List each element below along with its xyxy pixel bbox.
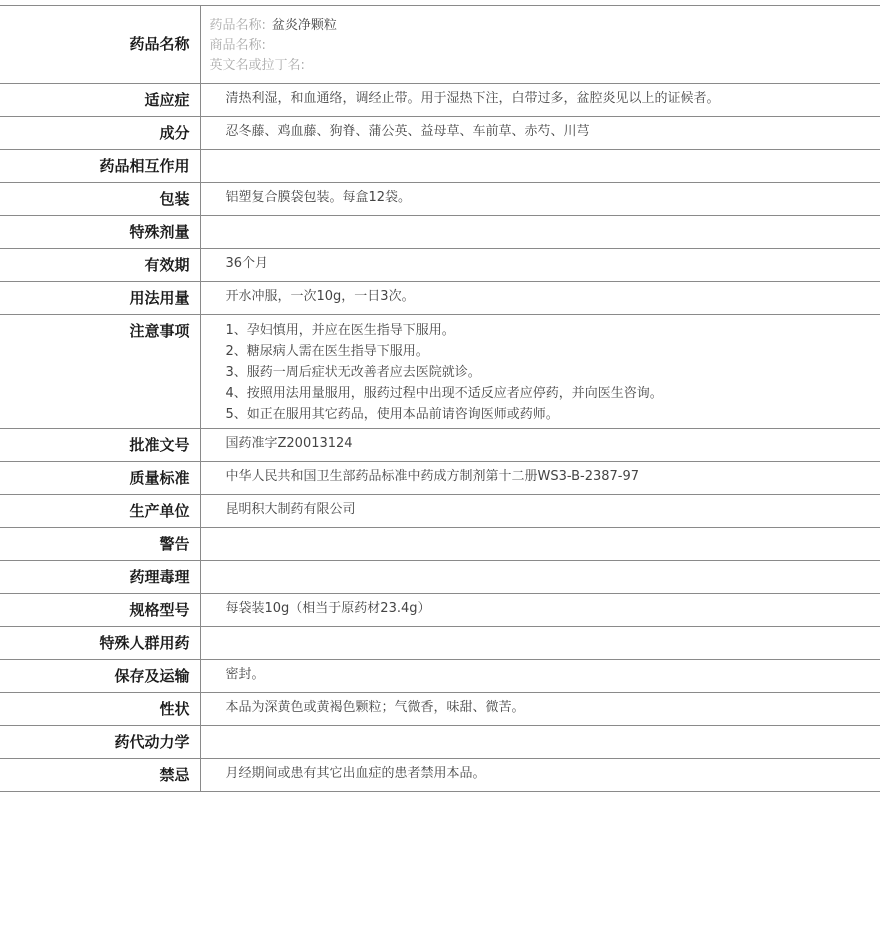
row-label: 有效期 xyxy=(0,249,200,282)
row-value xyxy=(200,216,880,249)
row-value: 铝塑复合膜袋包装。每盒12袋。 xyxy=(200,183,880,216)
table-row-drug-name xyxy=(0,6,880,84)
table-row xyxy=(0,429,880,462)
row-label: 药品名称 xyxy=(0,6,200,84)
generic-name-value: 盆炎净颗粒 xyxy=(271,18,337,33)
row-label: 适应症 xyxy=(0,84,200,117)
row-value: 忍冬藤、鸡血藤、狗脊、蒲公英、益母草、车前草、赤芍、川芎 xyxy=(200,117,880,150)
table-row xyxy=(0,84,880,117)
precaution-item: 4、按照用法用量服用，服药过程中出现不适反应者应停药，并向医生咨询。 xyxy=(225,386,663,401)
trade-name-line xyxy=(210,36,880,56)
row-label: 用法用量 xyxy=(0,282,200,315)
table-row xyxy=(0,627,880,660)
table-row xyxy=(0,216,880,249)
row-label: 成分 xyxy=(0,117,200,150)
drug-info-table xyxy=(0,5,880,792)
row-label: 特殊剂量 xyxy=(0,216,200,249)
table-row xyxy=(0,249,880,282)
row-label: 药代动力学 xyxy=(0,726,200,759)
row-value: 36个月 xyxy=(200,249,880,282)
row-value: 清热利湿，和血通络，调经止带。用于湿热下注，白带过多，盆腔炎见以上的证候者。 xyxy=(200,84,880,117)
row-value: 每袋装10g（相当于原药材23.4g） xyxy=(200,594,880,627)
table-row xyxy=(0,561,880,594)
precautions-list xyxy=(200,315,880,429)
row-label: 特殊人群用药 xyxy=(0,627,200,660)
precaution-item: 1、孕妇慎用，并应在医生指导下服用。 xyxy=(225,323,455,338)
precaution-item: 5、如正在服用其它药品，使用本品前请咨询医师或药师。 xyxy=(225,407,559,422)
row-value: 昆明积大制药有限公司 xyxy=(200,495,880,528)
generic-name-key: 药品名称: xyxy=(209,18,266,33)
table-row xyxy=(0,150,880,183)
table-row xyxy=(0,660,880,693)
table-row xyxy=(0,495,880,528)
row-value xyxy=(200,561,880,594)
row-value: 国药准字Z20013124 xyxy=(200,429,880,462)
table-row xyxy=(0,117,880,150)
drug-names-cell xyxy=(200,6,880,84)
row-label: 注意事项 xyxy=(0,315,200,429)
table-row xyxy=(0,759,880,792)
row-label: 质量标准 xyxy=(0,462,200,495)
table-row xyxy=(0,594,880,627)
row-label: 药理毒理 xyxy=(0,561,200,594)
row-label: 规格型号 xyxy=(0,594,200,627)
table-row-precautions xyxy=(0,315,880,429)
row-label: 生产单位 xyxy=(0,495,200,528)
table-row xyxy=(0,528,880,561)
table-row xyxy=(0,462,880,495)
row-label: 包装 xyxy=(0,183,200,216)
row-value xyxy=(200,528,880,561)
table-row xyxy=(0,282,880,315)
row-label: 性状 xyxy=(0,693,200,726)
row-value: 中华人民共和国卫生部药品标准中药成方制剂第十二册WS3-B-2387-97 xyxy=(200,462,880,495)
row-label: 药品相互作用 xyxy=(0,150,200,183)
english-name-key: 英文名或拉丁名: xyxy=(209,58,305,73)
english-name-line xyxy=(210,56,880,76)
row-label: 警告 xyxy=(0,528,200,561)
table-row xyxy=(0,726,880,759)
row-value xyxy=(200,726,880,759)
row-label: 禁忌 xyxy=(0,759,200,792)
row-value: 密封。 xyxy=(200,660,880,693)
precaution-item: 3、服药一周后症状无改善者应去医院就诊。 xyxy=(225,365,481,380)
row-value: 本品为深黄色或黄褐色颗粒；气微香，味甜、微苦。 xyxy=(200,693,880,726)
row-value: 月经期间或患有其它出血症的患者禁用本品。 xyxy=(200,759,880,792)
table-row xyxy=(0,693,880,726)
row-value: 开水冲服，一次10g，一日3次。 xyxy=(200,282,880,315)
table-row xyxy=(0,183,880,216)
generic-name-line xyxy=(210,16,880,36)
row-label: 批准文号 xyxy=(0,429,200,462)
row-label: 保存及运输 xyxy=(0,660,200,693)
precaution-item: 2、糖尿病人需在医生指导下服用。 xyxy=(225,344,429,359)
row-value xyxy=(200,627,880,660)
trade-name-key: 商品名称: xyxy=(209,38,266,53)
row-value xyxy=(200,150,880,183)
